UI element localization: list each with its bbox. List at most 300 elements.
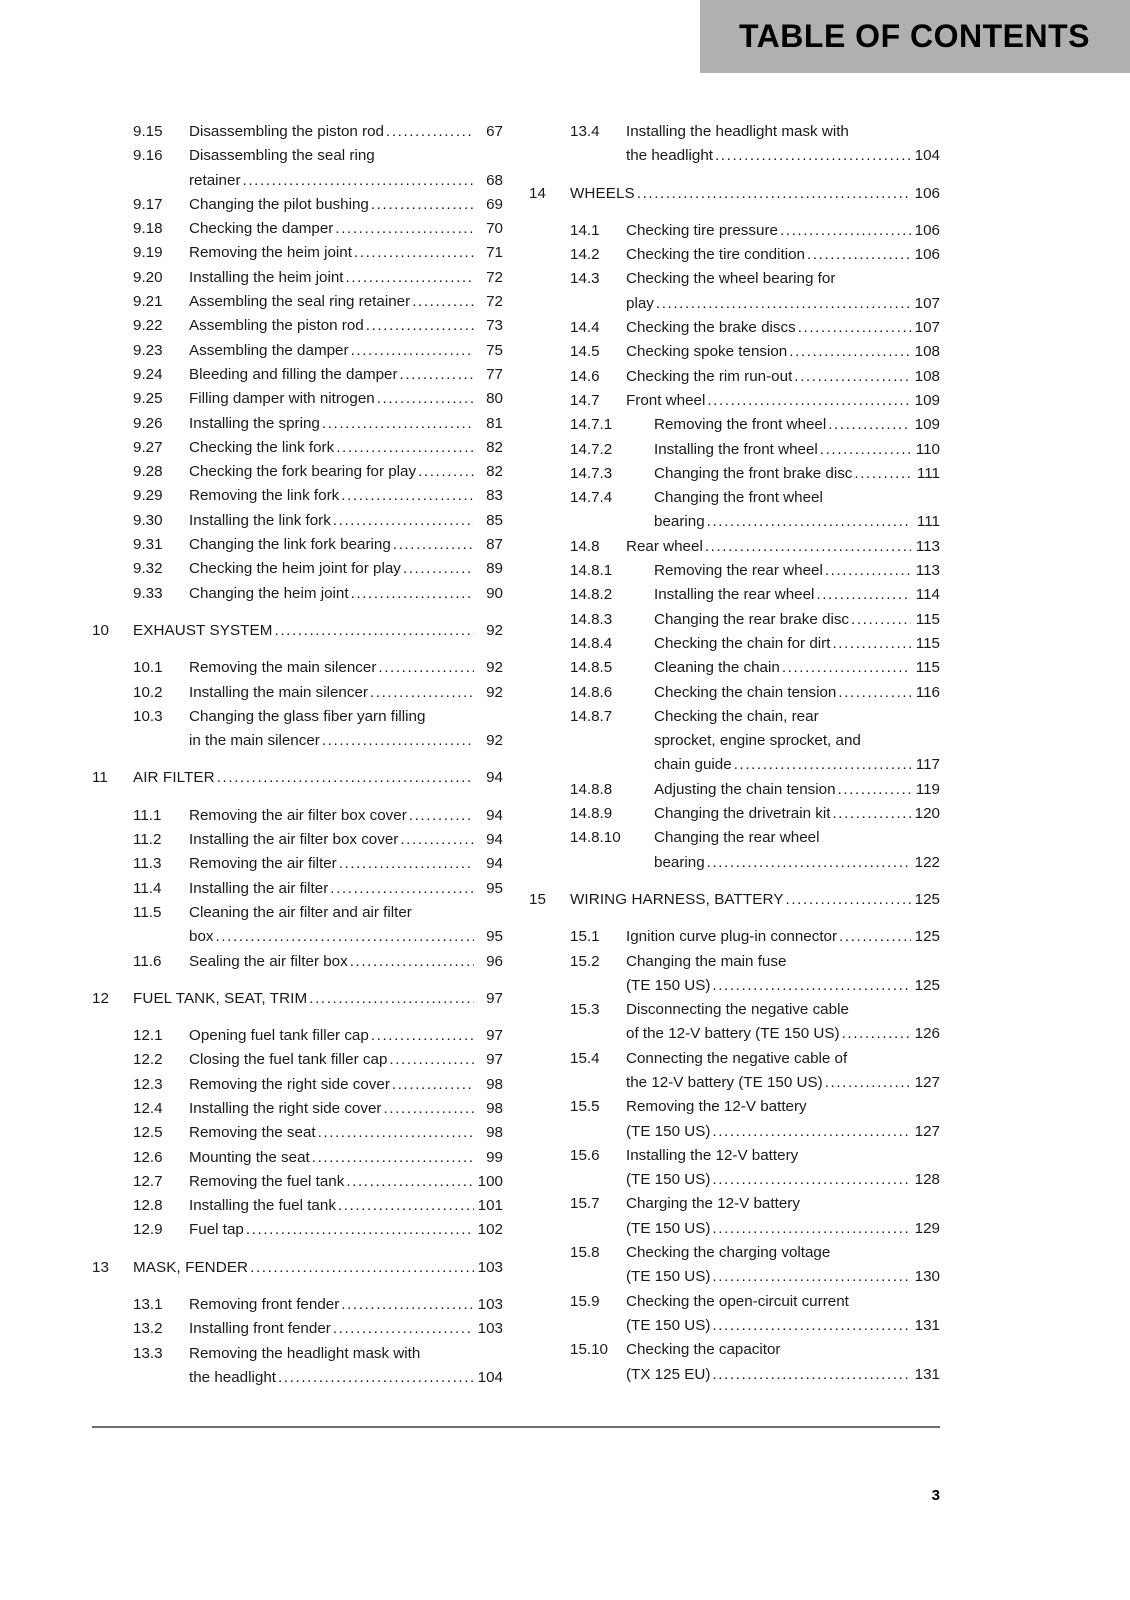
toc-entry-number: 14.7.2 — [570, 440, 613, 458]
toc-entry-title-block — [189, 681, 503, 705]
toc-entry-page: 101 — [477, 1197, 503, 1215]
toc-entry[interactable] — [529, 559, 940, 583]
toc-entry[interactable] — [92, 241, 503, 265]
toc-entry[interactable] — [529, 681, 940, 705]
toc-leader-dots — [344, 266, 475, 290]
toc-entry-line — [626, 1144, 940, 1168]
toc-entry-line — [654, 462, 940, 486]
toc-entry-title-block — [189, 509, 503, 533]
toc-entry-title: (TE 150 US) — [626, 1122, 711, 1140]
toc-entry-title: Checking spoke tension — [626, 343, 788, 361]
toc-leader-dots — [814, 583, 911, 607]
toc-leader-dots — [407, 804, 474, 828]
toc-leader-dots — [331, 1317, 474, 1341]
toc-entry-line — [189, 1342, 503, 1366]
page-number: 3 — [931, 1487, 940, 1504]
toc-entry[interactable] — [529, 267, 940, 316]
toc-entry[interactable] — [529, 1144, 940, 1193]
toc-entry[interactable] — [529, 998, 940, 1047]
toc-entry-title: (TE 150 US) — [626, 1316, 711, 1334]
toc-entry[interactable] — [92, 877, 503, 901]
toc-leader-dots — [710, 1217, 911, 1241]
toc-entry[interactable] — [92, 412, 503, 436]
toc-entry-title: Changing the front brake disc — [654, 464, 853, 482]
toc-entry-number: 15 — [529, 890, 546, 908]
toc-entry-page: 128 — [914, 1171, 940, 1189]
toc-entry-page: 108 — [914, 343, 940, 361]
toc-entry[interactable] — [92, 1293, 503, 1317]
toc-entry-number: 9.31 — [133, 536, 163, 554]
toc-entry-number: 14.7.1 — [570, 416, 613, 434]
toc-entry-title: Changing the pilot bushing — [189, 195, 369, 213]
toc-entry[interactable] — [92, 1024, 503, 1048]
toc-entry-number: 11.5 — [133, 903, 162, 921]
toc-entry-title: Closing the fuel tank filler cap — [189, 1051, 388, 1069]
toc-entry-title: Assembling the seal ring retainer — [189, 293, 411, 311]
toc-entry[interactable] — [92, 557, 503, 581]
toc-entry[interactable] — [92, 193, 503, 217]
toc-entry-page: 103 — [477, 1258, 503, 1276]
toc-entry[interactable] — [92, 436, 503, 460]
toc-entry[interactable] — [92, 1048, 503, 1072]
toc-leader-dots — [837, 925, 911, 949]
toc-entry-title-block — [189, 1317, 503, 1341]
toc-entry-line — [189, 314, 503, 338]
toc-entry-line — [189, 436, 503, 460]
toc-entry[interactable] — [529, 632, 940, 656]
toc-entry-page: 103 — [477, 1320, 503, 1338]
toc-entry[interactable] — [529, 535, 940, 559]
toc-entry-number: 11.3 — [133, 855, 162, 873]
toc-entry[interactable] — [92, 804, 503, 828]
toc-entry[interactable] — [529, 1095, 940, 1144]
toc-entry-title-block — [626, 316, 940, 340]
toc-entry-number: 9.23 — [133, 341, 163, 359]
toc-entry[interactable] — [529, 316, 940, 340]
toc-entry[interactable] — [92, 1073, 503, 1097]
toc-entry-number: 14.8.10 — [570, 829, 621, 847]
toc-entry-line — [626, 1022, 940, 1046]
toc-entry-title: Connecting the negative cable of — [626, 1049, 848, 1067]
toc-entry-page: 71 — [486, 244, 503, 262]
toc-entry[interactable] — [529, 243, 940, 267]
toc-entry[interactable] — [529, 1047, 940, 1096]
toc-entry-title-block — [189, 144, 503, 193]
toc-leader-dots — [713, 144, 911, 168]
toc-entry-number: 9.25 — [133, 390, 163, 408]
toc-entry[interactable] — [92, 705, 503, 754]
toc-entry-line — [189, 1097, 503, 1121]
toc-entry-title-block — [654, 705, 940, 778]
toc-entry-page: 98 — [486, 1124, 503, 1142]
toc-leader-dots — [826, 413, 911, 437]
toc-leader-dots — [710, 1363, 911, 1387]
toc-entry-page: 82 — [486, 438, 503, 456]
toc-entry-title-block — [189, 193, 503, 217]
toc-entry-page: 90 — [486, 584, 503, 602]
toc-entry-line — [626, 950, 940, 974]
toc-leader-dots — [416, 460, 474, 484]
toc-entry[interactable] — [529, 365, 940, 389]
toc-entry-page: 80 — [486, 390, 503, 408]
toc-entry[interactable] — [92, 363, 503, 387]
toc-entry-line — [626, 120, 940, 144]
toc-entry-title: the headlight — [626, 147, 713, 165]
toc-entry-number: 13.1 — [133, 1296, 163, 1314]
toc-entry-page: 92 — [486, 683, 503, 701]
toc-entry[interactable] — [92, 1146, 503, 1170]
toc-leader-dots — [387, 1048, 474, 1072]
toc-entry-line — [189, 1194, 503, 1218]
toc-entry-number: 13.4 — [570, 123, 600, 140]
toc-entry-line — [189, 1218, 503, 1242]
toc-entry-number: 12.2 — [133, 1051, 163, 1069]
toc-entry[interactable] — [92, 217, 503, 241]
toc-entry[interactable] — [529, 219, 940, 243]
toc-entry-title: Adjusting the chain tension — [654, 780, 836, 798]
toc-entry[interactable] — [529, 1241, 940, 1290]
toc-entry-title: Checking the fork bearing for play — [189, 463, 417, 481]
toc-entry-title: play — [626, 294, 654, 312]
toc-entry[interactable] — [92, 582, 503, 606]
toc-leader-dots — [732, 753, 911, 777]
toc-entry-title: in the main silencer — [189, 732, 320, 750]
toc-entry-title-block — [189, 852, 503, 876]
toc-entry[interactable] — [529, 950, 940, 999]
toc-entry[interactable] — [529, 826, 940, 875]
toc-leader-dots — [334, 436, 474, 460]
toc-entry-line — [626, 1168, 940, 1192]
toc-entry-number: 9.22 — [133, 317, 163, 335]
toc-leader-dots — [375, 387, 474, 411]
toc-entry[interactable] — [92, 828, 503, 852]
toc-entry-title-block — [189, 804, 503, 828]
toc-entry-title-block — [654, 486, 940, 535]
toc-entry-page: 111 — [916, 464, 940, 482]
page-title: TABLE OF CONTENTS — [739, 18, 1090, 54]
toc-entry[interactable] — [529, 1338, 940, 1387]
toc-entry[interactable] — [529, 1192, 940, 1241]
toc-entry-page: 111 — [916, 513, 940, 531]
toc-entry[interactable] — [92, 1121, 503, 1145]
toc-entry[interactable] — [529, 583, 940, 607]
toc-entry-title-block — [189, 582, 503, 606]
toc-entry[interactable] — [529, 656, 940, 680]
toc-entry-line — [626, 340, 940, 364]
toc-entry[interactable] — [92, 120, 503, 144]
toc-entry-line — [189, 804, 503, 828]
header-banner — [700, 0, 1130, 73]
toc-entry-page: 106 — [914, 246, 940, 264]
toc-entry[interactable] — [92, 1218, 503, 1242]
toc-entry-page: 92 — [486, 621, 503, 639]
toc-entry-title: Removing the seat — [189, 1124, 316, 1142]
toc-entry-page: 131 — [914, 1316, 940, 1334]
toc-entry-title: Checking the heim joint for play — [189, 560, 401, 578]
toc-entry-number: 14.1 — [570, 221, 600, 239]
toc-entry-title-block — [189, 1218, 503, 1242]
toc-entry-number: 12.5 — [133, 1124, 163, 1142]
toc-entry[interactable] — [529, 438, 940, 462]
toc-entry-line — [133, 766, 503, 790]
toc-entry-line — [189, 925, 503, 949]
toc-entry[interactable] — [92, 1317, 503, 1341]
toc-entry[interactable] — [92, 266, 503, 290]
toc-entry-title-block — [133, 1256, 503, 1280]
toc-entry-page: 127 — [914, 1073, 940, 1091]
toc-entry-title-block — [654, 608, 940, 632]
toc-entry[interactable] — [529, 462, 940, 486]
toc-leader-dots — [818, 438, 911, 462]
toc-entry-title: Installing the air filter box cover — [189, 831, 399, 849]
toc-entry-title-block — [189, 877, 503, 901]
toc-entry[interactable] — [529, 802, 940, 826]
toc-entry-number: 15.7 — [570, 1195, 600, 1213]
toc-entry[interactable] — [92, 766, 503, 790]
toc-entry-number: 11.1 — [133, 806, 162, 824]
toc-entry-page: 104 — [477, 1368, 503, 1386]
toc-leader-dots — [215, 766, 474, 790]
toc-entry[interactable] — [92, 656, 503, 680]
toc-entry[interactable] — [92, 1194, 503, 1218]
toc-entry-title: Checking tire pressure — [626, 221, 778, 239]
toc-entry-line — [189, 681, 503, 705]
toc-entry-line — [189, 852, 503, 876]
toc-entry-number: 15.10 — [570, 1341, 609, 1359]
toc-entry-title-block — [189, 1048, 503, 1072]
toc-entry[interactable] — [92, 144, 503, 193]
toc-leader-dots — [703, 535, 911, 559]
toc-entry-title: Installing front fender — [189, 1320, 331, 1338]
toc-entry-line — [189, 729, 503, 753]
toc-entry-page: 109 — [914, 391, 940, 409]
toc-entry[interactable] — [92, 619, 503, 643]
toc-entry[interactable] — [529, 340, 940, 364]
toc-entry-line — [654, 608, 940, 632]
toc-entry-line — [189, 1024, 503, 1048]
toc-entry-number: 9.16 — [133, 147, 163, 165]
toc-entry-title: bearing — [654, 513, 705, 531]
toc-entry-title: WIRING HARNESS, BATTERY — [570, 890, 784, 908]
toc-entry-page: 67 — [486, 123, 503, 140]
toc-entry-line — [133, 619, 503, 643]
toc-entry-number: 12.1 — [133, 1027, 163, 1045]
toc-entry-number: 9.17 — [133, 195, 163, 213]
toc-entry-title: bearing — [654, 853, 705, 871]
toc-entry-title: Disassembling the piston rod — [189, 123, 385, 140]
toc-entry[interactable] — [529, 608, 940, 632]
toc-entry-title-block — [189, 1293, 503, 1317]
toc-entry-title: Removing the rear wheel — [654, 562, 823, 580]
footer-divider — [92, 1426, 940, 1428]
toc-entry-page: 115 — [915, 610, 940, 628]
toc-entry[interactable] — [529, 1290, 940, 1339]
toc-entry-title: Changing the rear brake disc — [654, 610, 850, 628]
toc-entry-title-block — [626, 267, 940, 316]
toc-entry-page: 96 — [486, 952, 503, 970]
toc-entry-page: 125 — [914, 928, 940, 946]
toc-leader-dots — [780, 656, 911, 680]
toc-entry-title: (TE 150 US) — [626, 976, 711, 994]
toc-entry-page: 126 — [914, 1025, 940, 1043]
toc-entry-line — [626, 1290, 940, 1314]
toc-entry-page: 110 — [915, 440, 940, 458]
toc-entry-title: Front wheel — [626, 391, 706, 409]
toc-entry-title: Changing the link fork bearing — [189, 536, 391, 554]
toc-entry-line — [654, 753, 940, 777]
toc-entry-number: 14.8.4 — [570, 634, 613, 652]
toc-entry-page: 94 — [486, 806, 503, 824]
toc-entry-line — [189, 144, 503, 168]
toc-leader-dots — [635, 182, 911, 206]
toc-entry-title: the headlight — [189, 1368, 276, 1386]
toc-entry[interactable] — [92, 314, 503, 338]
toc-entry-title-block — [189, 120, 503, 144]
toc-entry[interactable] — [529, 925, 940, 949]
toc-leader-dots — [339, 1293, 474, 1317]
toc-leader-dots — [823, 1071, 911, 1095]
toc-entry[interactable] — [529, 888, 940, 912]
toc-entry[interactable] — [529, 120, 940, 169]
toc-entry-line — [133, 987, 503, 1011]
toc-entry-number: 9.21 — [133, 293, 163, 311]
toc-entry[interactable] — [92, 852, 503, 876]
toc-entry[interactable] — [529, 705, 940, 778]
toc-entry-title-block — [189, 314, 503, 338]
toc-entry[interactable] — [92, 901, 503, 950]
toc-entry-title-block — [626, 1047, 940, 1096]
toc-leader-dots — [331, 509, 474, 533]
toc-entry[interactable] — [529, 778, 940, 802]
toc-entry-number: 14.8.1 — [570, 562, 613, 580]
toc-entry-page: 97 — [486, 1027, 503, 1045]
toc-entry-page: 119 — [915, 780, 940, 798]
toc-entry[interactable] — [92, 681, 503, 705]
toc-entry[interactable] — [529, 413, 940, 437]
toc-entry-line — [654, 583, 940, 607]
toc-entry-title: Checking the charging voltage — [626, 1244, 831, 1262]
toc-entry-page: 115 — [915, 634, 940, 652]
toc-entry-page: 116 — [915, 683, 940, 701]
toc-entry-number: 14.8.5 — [570, 659, 613, 677]
toc-entry-line — [189, 656, 503, 680]
toc-leader-dots — [830, 802, 911, 826]
toc-entry-page: 75 — [486, 341, 503, 359]
toc-leader-dots — [384, 120, 474, 144]
toc-entry-line — [189, 169, 503, 193]
toc-entry-page: 114 — [915, 586, 940, 604]
table-of-contents — [92, 120, 940, 1390]
toc-entry[interactable] — [92, 533, 503, 557]
toc-entry-title-block — [189, 241, 503, 265]
toc-entry-page: 106 — [914, 221, 940, 239]
toc-leader-dots — [348, 950, 474, 974]
toc-entry-title: Checking the link fork — [189, 438, 335, 456]
toc-entry-line — [626, 1314, 940, 1338]
toc-entry-title: Checking the open-circuit current — [626, 1292, 849, 1310]
toc-entry-page: 107 — [914, 319, 940, 337]
toc-entry[interactable] — [92, 339, 503, 363]
toc-entry-line — [189, 217, 503, 241]
toc-entry-line — [189, 950, 503, 974]
toc-entry-title: Changing the drivetrain kit — [654, 805, 831, 823]
toc-entry[interactable] — [529, 182, 940, 206]
toc-entry[interactable] — [92, 509, 503, 533]
toc-leader-dots — [792, 365, 911, 389]
toc-entry-title: AIR FILTER — [133, 769, 215, 787]
toc-leader-dots — [328, 877, 474, 901]
toc-entry-title: FUEL TANK, SEAT, TRIM — [133, 989, 308, 1007]
toc-entry[interactable] — [92, 1256, 503, 1280]
toc-entry-line — [570, 182, 940, 206]
toc-entry-title-block — [189, 1024, 503, 1048]
toc-entry-page: 100 — [477, 1172, 503, 1190]
toc-entry-line — [654, 656, 940, 680]
toc-entry[interactable] — [92, 484, 503, 508]
toc-leader-dots — [710, 1265, 911, 1289]
toc-entry-title: Changing the glass fiber yarn filling — [189, 707, 426, 725]
toc-entry-page: 125 — [914, 976, 940, 994]
toc-entry-number: 14.8.9 — [570, 805, 613, 823]
toc-entry-number: 11 — [92, 769, 108, 787]
toc-entry-title: Removing the 12-V battery — [626, 1098, 807, 1116]
toc-leader-dots — [852, 462, 911, 486]
toc-entry-number: 12.7 — [133, 1172, 163, 1190]
toc-entry[interactable] — [92, 1342, 503, 1391]
toc-entry-page: 94 — [486, 831, 503, 849]
toc-leader-dots — [333, 217, 474, 241]
toc-entry-number: 9.15 — [133, 123, 163, 140]
toc-entry-number: 15.1 — [570, 928, 600, 946]
toc-entry-line — [189, 828, 503, 852]
toc-entry-line — [626, 144, 940, 168]
toc-entry-title-block — [189, 1073, 503, 1097]
toc-entry-line — [626, 1241, 940, 1265]
toc-entry-title-block — [189, 1194, 503, 1218]
toc-entry-title-block — [654, 778, 940, 802]
toc-entry-title: Removing the heim joint — [189, 244, 352, 262]
toc-entry-title-block — [626, 1192, 940, 1241]
toc-entry-title-block — [189, 1097, 503, 1121]
toc-entry-line — [189, 901, 503, 925]
toc-entry[interactable] — [92, 1097, 503, 1121]
toc-entry[interactable] — [92, 987, 503, 1011]
toc-entry-title-block — [189, 387, 503, 411]
toc-entry-title: (TX 125 EU) — [626, 1365, 711, 1383]
toc-leader-dots — [368, 681, 474, 705]
toc-entry[interactable] — [92, 387, 503, 411]
toc-leader-dots — [344, 1170, 474, 1194]
toc-entry[interactable] — [92, 290, 503, 314]
toc-entry[interactable] — [92, 950, 503, 974]
toc-entry-page: 98 — [486, 1075, 503, 1093]
toc-entry-title: Changing the rear wheel — [654, 829, 820, 847]
toc-entry-title: Sealing the air filter box — [189, 952, 348, 970]
toc-entry-page: 92 — [486, 732, 503, 750]
toc-entry[interactable] — [92, 460, 503, 484]
toc-entry-line — [189, 1121, 503, 1145]
toc-entry-line — [626, 1363, 940, 1387]
toc-entry-line — [189, 290, 503, 314]
toc-entry-line — [189, 460, 503, 484]
toc-entry-line — [626, 1071, 940, 1095]
toc-entry-title-block — [626, 925, 940, 949]
toc-entry-line — [626, 1120, 940, 1144]
toc-entry[interactable] — [92, 1170, 503, 1194]
toc-entry[interactable] — [529, 486, 940, 535]
toc-entry-page: 99 — [486, 1148, 503, 1166]
toc-entry[interactable] — [529, 389, 940, 413]
